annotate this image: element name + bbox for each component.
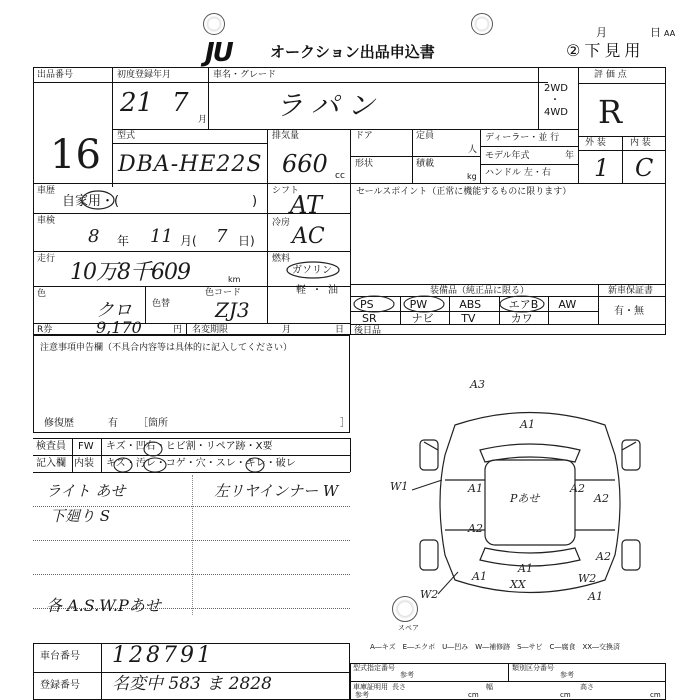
punch-hole-right: [471, 13, 493, 35]
exterior-label: 外 装: [585, 138, 606, 148]
inspection-day-label: 日): [238, 234, 255, 248]
displacement-value: 660: [282, 150, 328, 178]
form-title: オークション出品申込書: [270, 43, 435, 61]
inspector-circle-marks: [100, 437, 350, 477]
dims-ref: 参考: [355, 691, 369, 699]
capacity-unit: 人: [468, 145, 478, 155]
note-light-fade: ライト あせ: [46, 482, 126, 500]
equipment-item: ABS: [459, 298, 482, 311]
spare-tire-icon: [392, 596, 418, 622]
equipment-item: SR: [362, 312, 377, 325]
ac-label: 冷房: [272, 218, 291, 228]
inspector-label-1: 検査員: [36, 441, 66, 452]
chassis-value: 128791: [112, 643, 214, 668]
equipment-item: PW: [409, 298, 428, 311]
inspection-month-label: 月(: [180, 234, 197, 248]
inspection-year: 8: [88, 226, 100, 247]
inspection-year-label: 年: [117, 234, 130, 248]
color-change-label: 色替: [152, 299, 171, 309]
equipment-item: ナビ: [411, 312, 434, 325]
first-reg-year: 21: [120, 88, 154, 118]
header-month-label: 月: [596, 26, 607, 39]
drive-2wd: 2WD: [544, 83, 568, 94]
sales-point-label: セールスポイント（正常に機能するものに限ります）: [356, 187, 572, 197]
svg-text:A2: A2: [468, 522, 483, 535]
model-label: 車名・グレード: [213, 70, 277, 80]
note-underbody: 下廻り S: [50, 507, 111, 525]
fw-text: キズ・凹右・ヒビ割・リペア跡・X要: [106, 441, 273, 452]
form-type: ②下見用: [566, 41, 645, 60]
width-label: 幅: [486, 683, 493, 691]
int-label: 内装: [74, 458, 94, 469]
length-unit: cm: [468, 691, 479, 699]
grade-value: R: [598, 93, 623, 131]
note-rear-inner: 左リヤインナー W: [214, 482, 339, 500]
equipment-item: TV: [461, 312, 476, 325]
fuel-circle-mark: [286, 260, 342, 280]
first-reg-month: 7: [172, 88, 189, 118]
class-label: 類別区分番号: [512, 664, 554, 672]
repair-label: 修復歴: [44, 418, 74, 429]
svg-text:A1: A1: [472, 570, 487, 583]
length-label: 長さ: [392, 683, 406, 691]
history-value: 自家用・(: [62, 194, 120, 209]
type-label: 型式: [117, 131, 136, 141]
svg-text:A2: A2: [596, 550, 611, 563]
shift-label: シフト: [272, 186, 300, 196]
equipment-item: PS: [360, 298, 374, 311]
handle-label: ハンドル 左・右: [485, 168, 551, 178]
model-year-unit: 年: [565, 151, 575, 161]
history-close: ): [252, 194, 258, 209]
mileage-value: 10万8千609: [70, 260, 190, 285]
ac-value: AC: [292, 224, 325, 249]
svg-text:A1: A1: [468, 482, 483, 495]
new-car-warranty-label: 新車保証書: [608, 286, 654, 296]
drive-4wd: 4WD: [544, 107, 568, 118]
equipment-item: エアB: [508, 298, 539, 311]
notes-label: 注意事項申告欄（不具合内容等は具体的に記入してください）: [40, 343, 293, 353]
color-label: 色: [37, 289, 47, 299]
meigi-day: 日: [335, 325, 345, 335]
svg-text:A1: A1: [518, 562, 533, 575]
header-aa-label: AA: [664, 29, 676, 38]
door-label: ドア: [355, 131, 373, 141]
equipment-item: AW: [558, 298, 577, 311]
type-cert-label: 型式指定番号: [353, 664, 395, 672]
first-reg-month-suffix: 月: [198, 115, 208, 125]
fw-label: FW: [78, 441, 94, 452]
exterior-value: 1: [594, 154, 610, 182]
svg-text:A3: A3: [470, 378, 485, 391]
car-diagram: [390, 378, 660, 610]
header-day-label: 日: [650, 26, 661, 39]
color-code-label: 色コード: [205, 288, 242, 298]
lot-no-value: 16: [50, 132, 101, 178]
cert-date-label: 車庫証明用: [353, 683, 388, 691]
inspector-label-2: 記入欄: [36, 458, 66, 469]
capacity-label: 定員: [416, 131, 435, 141]
recycle-label: R券: [37, 325, 53, 335]
history-circle-mark: [80, 188, 120, 212]
svg-text:W2: W2: [420, 588, 439, 601]
interior-value: C: [635, 154, 654, 182]
equipment-label: 装備品（純正品に限る）: [430, 286, 530, 296]
fuel-gas: ガソリン: [292, 265, 332, 276]
spare-label: スペア: [398, 624, 419, 632]
shift-value: AT: [290, 191, 323, 219]
type-value: DBA-HE22S: [118, 152, 263, 177]
grade-label: 評 価 点: [594, 70, 627, 80]
chassis-label: 車台番号: [40, 651, 80, 662]
meigi-month: 月: [282, 325, 292, 335]
inspection-day: 7: [216, 226, 228, 247]
dealer-label: ディーラー・並 行: [485, 133, 560, 143]
mileage-label: 走行: [37, 254, 56, 264]
displacement-label: 排気量: [272, 131, 300, 141]
repair-has: 有: [108, 418, 118, 429]
drive-dot: ・: [550, 95, 560, 106]
svg-text:A1: A1: [520, 418, 535, 431]
reg-label: 登録番号: [40, 680, 80, 691]
fuel-light: 軽・油: [296, 285, 344, 296]
class-ref: 参考: [560, 671, 574, 679]
svg-text:W2: W2: [578, 572, 597, 585]
model-name: ラパン: [275, 89, 384, 122]
ju-logo: JU: [205, 38, 232, 68]
lot-no-label: 出品番号: [37, 70, 74, 80]
svg-text:A1: A1: [588, 590, 603, 603]
int-text: キズ・汚レ・コゲ・穴・スレ・キレ・破レ: [106, 458, 296, 469]
load-unit: kg: [467, 172, 477, 181]
svg-text:W1: W1: [390, 480, 409, 493]
color-code-value: ZJ3: [215, 298, 250, 322]
history-label: 車歴: [37, 186, 56, 196]
svg-text:Pあせ: Pあせ: [510, 492, 540, 505]
reg-value: 名変中 583 ま 2828: [112, 674, 272, 694]
width-unit: cm: [560, 691, 571, 699]
inspection-month: 11: [150, 226, 173, 247]
repair-close: ］: [340, 418, 350, 429]
recycle-value: 9,170: [96, 318, 142, 337]
load-label: 積載: [416, 159, 435, 169]
svg-text:A2: A2: [594, 492, 609, 505]
color-value: クロ: [96, 300, 132, 321]
equipment-item: カワ: [510, 312, 533, 325]
punch-hole-left: [203, 13, 225, 35]
mileage-unit: km: [228, 275, 241, 284]
height-unit: cm: [650, 691, 661, 699]
svg-text:A2: A2: [570, 482, 585, 495]
height-label: 高さ: [580, 683, 594, 691]
recycle-yen: 円: [173, 325, 183, 335]
svg-text:XX: XX: [510, 578, 526, 591]
equipment-circle-marks: [350, 294, 550, 314]
shape-label: 形状: [355, 159, 374, 169]
import-label: 後日品: [354, 326, 382, 336]
inspection-label: 車検: [37, 216, 56, 226]
type-cert-ref: 参考: [400, 671, 414, 679]
new-car-warranty-value: 有・無: [614, 306, 644, 317]
displacement-unit: cc: [335, 171, 345, 181]
first-reg-label: 初度登録年月: [117, 70, 172, 80]
interior-label: 内 装: [630, 138, 651, 148]
fuel-label: 燃料: [272, 254, 291, 264]
meigi-label: 名変期限: [192, 325, 229, 335]
note-each: 各 A.S.W.Pあせ: [46, 596, 161, 615]
damage-legend: A―キズ E―エクボ U―凹み W―補修跡 S―サビ C―腐食 XX―交換済: [370, 643, 621, 651]
model-year-label: モデル年式: [485, 151, 530, 161]
repair-place: ［箇所: [138, 418, 168, 429]
